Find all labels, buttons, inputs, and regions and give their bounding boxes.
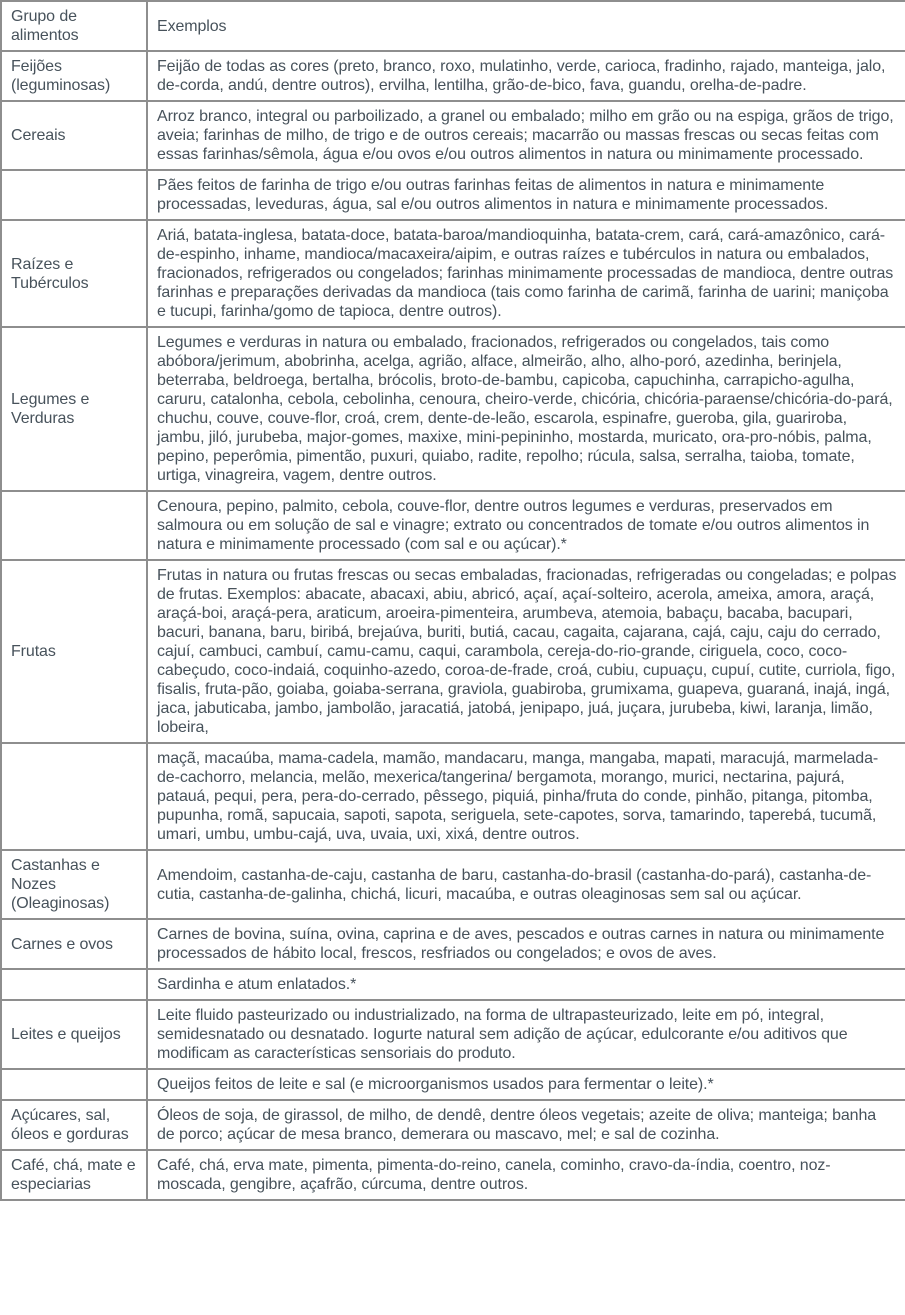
food-group-cell: Raízes e Tubérculos — [1, 220, 147, 327]
food-group-cell — [1, 969, 147, 1000]
examples-cell: maçã, macaúba, mama-cadela, mamão, mandacaru, manga, mangaba, mapati, maracujá, marmelada-de-cachorro, melancia, melão, mexerica/tangerina/ bergamota, morango, murici, nectarina, pajurá, patauá, pequi, pera, pera-do-cerrado, pêssego, piquiá, pinha/fruta do conde, pinhão, pitanga, pitomba, pupunha, romã, sapucaia, sapoti, sapota, seriguela, sete-capotes, sorva, tamarindo, taperebá, tucumã, umari, umbu, umbu-cajá, uva, uvaia, uxi, xixá, dentre outros. — [147, 743, 905, 850]
examples-cell: Pães feitos de farinha de trigo e/ou outras farinhas feitas de alimentos in natura e minimamente processadas, leveduras, água, sal e/ou outros alimentos in natura e minimamente processados. — [147, 170, 905, 220]
examples-cell: Queijos feitos de leite e sal (e microorganismos usados para fermentar o leite).* — [147, 1069, 905, 1100]
examples-cell: Carnes de bovina, suína, ovina, caprina e de aves, pescados e outras carnes in natura ou minimamente processados de hábito local, frescos, resfriados ou congelados; e ovos de aves. — [147, 919, 905, 969]
food-group-cell — [1, 743, 147, 850]
table-row — [1, 101, 905, 170]
table-row — [1, 327, 905, 491]
table-row — [1, 743, 905, 850]
examples-cell: Frutas in natura ou frutas frescas ou secas embaladas, fracionadas, refrigeradas ou congeladas; e polpas de frutas. Exemplos: abacate, abacaxi, abiu, abricó, açaí, açaí-solteiro, acerola, ameixa, amora, araçá, araçá-boi, araçá-pera, araticum, aroeira-pimenteira, arumbeva, atemoia, babaçu, bacaba, bacupari, bacuri, banana, baru, biribá, brejaúva, buriti, butiá, cacau, cagaita, cajarana, cajá, caju, caju do cerrado, cajuí, cambuci, cambuí, camu-camu, caqui, carambola, cereja-do-rio-grande, ciriguela, coco, coco-cabeçudo, coco-indaiá, coquinho-azedo, coroa-de-frade, croá, cubiu, cupuaçu, cupuí, cutite, curriola, figo, fisalis, fruta-pão, goiaba, goiaba-serrana, graviola, guabiroba, grumixama, guapeva, guaraná, inajá, ingá, jaca, jabuticaba, jambo, jambolão, jaracatiá, jatobá, jenipapo, juá, juçara, jurubeba, kiwi, laranja, limão, lobeira, — [147, 560, 905, 743]
food-group-cell: Castanhas e Nozes (Oleaginosas) — [1, 850, 147, 919]
food-group-cell: Leites e queijos — [1, 1000, 147, 1069]
table-row — [1, 1150, 905, 1200]
food-group-cell — [1, 170, 147, 220]
food-group-cell: Cereais — [1, 101, 147, 170]
food-group-cell: Café, chá, mate e especiarias — [1, 1150, 147, 1200]
table-row — [1, 51, 905, 101]
table-row — [1, 850, 905, 919]
table-row — [1, 1069, 905, 1100]
examples-cell: Leite fluido pasteurizado ou industrializado, na forma de ultrapasteurizado, leite em pó, integral, semidesnatado ou desnatado. Iogurte natural sem adição de açúcar, edulcorante e/ou aditivos que modificam as características sensoriais do produto. — [147, 1000, 905, 1069]
food-group-cell: Açúcares, sal, óleos e gorduras — [1, 1100, 147, 1150]
food-group-cell: Legumes e Verduras — [1, 327, 147, 491]
table-row — [1, 560, 905, 743]
examples-cell: Óleos de soja, de girassol, de milho, de dendê, dentre óleos vegetais; azeite de oliva; manteiga; banha de porco; açúcar de mesa branco, demerara ou mascavo, mel; e sal de cozinha. — [147, 1100, 905, 1150]
food-group-cell: Feijões (leguminosas) — [1, 51, 147, 101]
examples-cell: Legumes e verduras in natura ou embalado, fracionados, refrigerados ou congelados, tais como abóbora/jerimum, abobrinha, acelga, agrião, alface, almeirão, alho, alho-poró, azedinha, berinjela, beterraba, beldroega, bertalha, brócolis, broto-de-bambu, capicoba, capuchinha, carrapicho-agulha, caruru, catalonha, cebola, cebolinha, cenoura, cheiro-verde, chicória, chicória-paraense/chicória-do-pará, chuchu, couve, couve-flor, croá, crem, dente-de-leão, escarola, espinafre, gueroba, gila, guariroba, jambu, jiló, jurubeba, major-gomes, maxixe, mini-pepininho, mostarda, muricato, ora-pro-nóbis, palma, pepino, peperômia, pimentão, puxuri, quiabo, radite, repolho; rúcula, salsa, serralha, taioba, tomate, urtiga, vinagreira, vagem, dentre outros. — [147, 327, 905, 491]
table-row — [1, 220, 905, 327]
header-cell-examples: Exemplos — [147, 1, 905, 51]
table-row — [1, 170, 905, 220]
table-body — [1, 51, 905, 1200]
examples-cell: Sardinha e atum enlatados.* — [147, 969, 905, 1000]
examples-cell: Café, chá, erva mate, pimenta, pimenta-do-reino, canela, cominho, cravo-da-índia, coentro, noz-moscada, gengibre, açafrão, cúrcuma, dentre outros. — [147, 1150, 905, 1200]
food-group-cell — [1, 491, 147, 560]
table-row — [1, 919, 905, 969]
table-row — [1, 969, 905, 1000]
header-row — [1, 1, 905, 51]
food-group-cell: Frutas — [1, 560, 147, 743]
food-group-cell — [1, 1069, 147, 1100]
examples-cell: Cenoura, pepino, palmito, cebola, couve-flor, dentre outros legumes e verduras, preservados em salmoura ou em solução de sal e vinagre; extrato ou concentrados de tomate e/ou outros alimentos in natura e minimamente processado (com sal e ou açúcar).* — [147, 491, 905, 560]
examples-cell: Arroz branco, integral ou parboilizado, a granel ou embalado; milho em grão ou na espiga, grãos de trigo, aveia; farinhas de milho, de trigo e de outros cereais; macarrão ou massas frescas ou secas feitas com essas farinhas/sêmola, água e/ou ovos e/ou outros alimentos in natura ou minimamente processado. — [147, 101, 905, 170]
examples-cell: Feijão de todas as cores (preto, branco, roxo, mulatinho, verde, carioca, fradinho, rajado, manteiga, jalo, de-corda, andú, dentre outros), ervilha, lentilha, grão-de-bico, fava, guandu, orelha-de-padre. — [147, 51, 905, 101]
examples-cell: Ariá, batata-inglesa, batata-doce, batata-baroa/mandioquinha, batata-crem, cará, cará-amazônico, cará-de-espinho, inhame, mandioca/macaxeira/aipim, e outras raízes e tubérculos in natura ou embalados, fracionados, refrigerados ou congelados; farinhas minimamente processadas de mandioca, dentre outras farinhas e preparações derivadas da mandioca (tais como farinha de carimã, farinha de uarini; maniçoba e tucupi, farinha/gomo de tapioca, dentre outros). — [147, 220, 905, 327]
table-row — [1, 491, 905, 560]
table-row — [1, 1100, 905, 1150]
examples-cell: Amendoim, castanha-de-caju, castanha de baru, castanha-do-brasil (castanha-do-pará), castanha-de-cutia, castanha-de-galinha, chichá, licuri, macaúba, e outras oleaginosas sem sal ou açúcar. — [147, 850, 905, 919]
header-cell-food-group: Grupo de alimentos — [1, 1, 147, 51]
table-row — [1, 1000, 905, 1069]
food-group-cell: Carnes e ovos — [1, 919, 147, 969]
